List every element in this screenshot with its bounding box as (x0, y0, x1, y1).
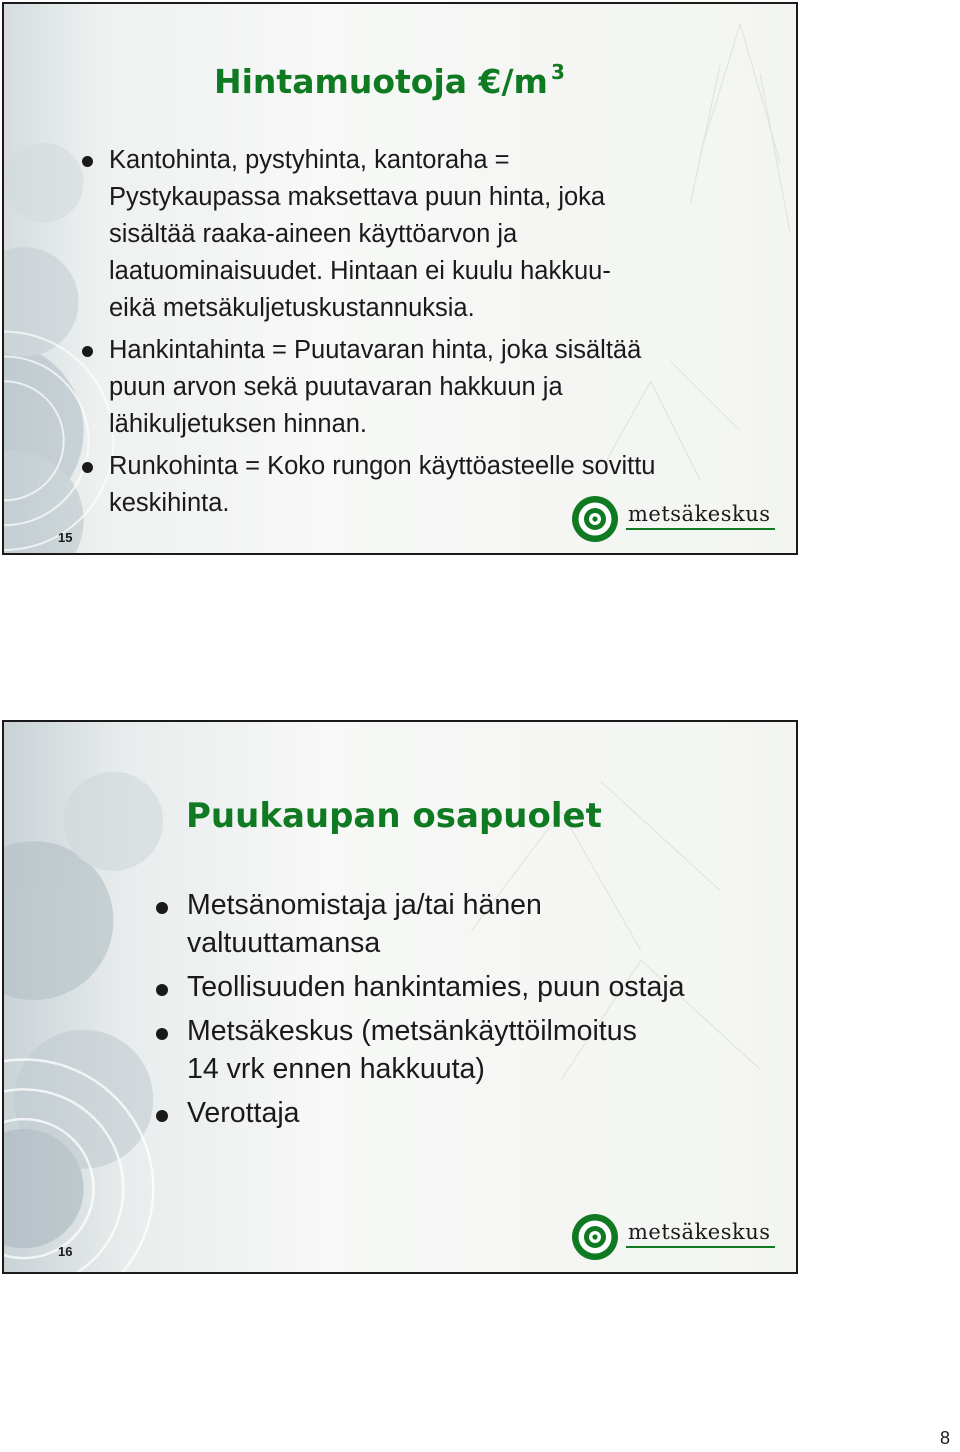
bullet-icon (156, 902, 168, 914)
slide-number: 15 (58, 530, 73, 545)
slide-number: 16 (58, 1244, 73, 1259)
brand-wordmark (626, 502, 775, 530)
bullet-text: Verottaja (187, 1097, 300, 1129)
bullet-text: Metsänomistaja ja/tai hänen valtuuttamansa (187, 889, 542, 959)
list-item (156, 886, 776, 962)
list-item (156, 1012, 776, 1088)
bullet-text: Hankintahinta = Puutavaran hinta, joka sisältää puun arvon sekä puutavaran hakkuun ja lähikuljetuksen hinnan. (109, 336, 642, 438)
page-number: 8 (940, 1428, 951, 1448)
bullet-icon (82, 462, 93, 473)
bullet-icon (82, 346, 93, 357)
metsakeskus-logo-icon (570, 494, 620, 544)
bullet-icon (156, 1110, 168, 1122)
bullet-icon (82, 156, 93, 167)
list-item (156, 1094, 776, 1132)
bullet-text: Teollisuuden hankintamies, puun ostaja (187, 971, 685, 1003)
metsakeskus-logo-icon (570, 1212, 620, 1262)
bullet-text: Metsäkeskus (metsänkäyttöilmoitus 14 vrk ennen hakkuuta) (187, 1015, 637, 1085)
list-item (82, 142, 782, 327)
brand-name: metsäkeskus (628, 502, 771, 526)
list-item (82, 332, 782, 443)
slide-16 (2, 720, 798, 1274)
brand-wordmark (626, 1220, 775, 1248)
title-superscript: 3 (550, 60, 565, 84)
metsakeskus-brand (570, 1212, 775, 1262)
list-item (156, 968, 776, 1006)
brand-name: metsäkeskus (628, 1220, 771, 1244)
slide-title: Puukaupan osapuolet (186, 796, 602, 836)
bullet-icon (156, 984, 168, 996)
bullet-icon (156, 1028, 168, 1040)
bullet-text: Kantohinta, pystyhinta, kantoraha = Pystykaupassa maksettava puun hinta, joka sisältää raaka-aineen käyttöarvon ja laatuominaisuudet. Hintaan ei kuulu hakkuu- eikä metsäkuljetuskustannuksia. (109, 146, 611, 322)
metsakeskus-brand (570, 494, 775, 544)
slide-15 (2, 2, 798, 555)
bullet-list (82, 142, 782, 527)
slide-title: Hintamuotoja €/m $^3$ (214, 60, 565, 101)
bullet-text: Runkohinta = Koko rungon käyttöasteelle sovittu keskihinta. (109, 452, 656, 517)
bullet-list (156, 886, 776, 1138)
